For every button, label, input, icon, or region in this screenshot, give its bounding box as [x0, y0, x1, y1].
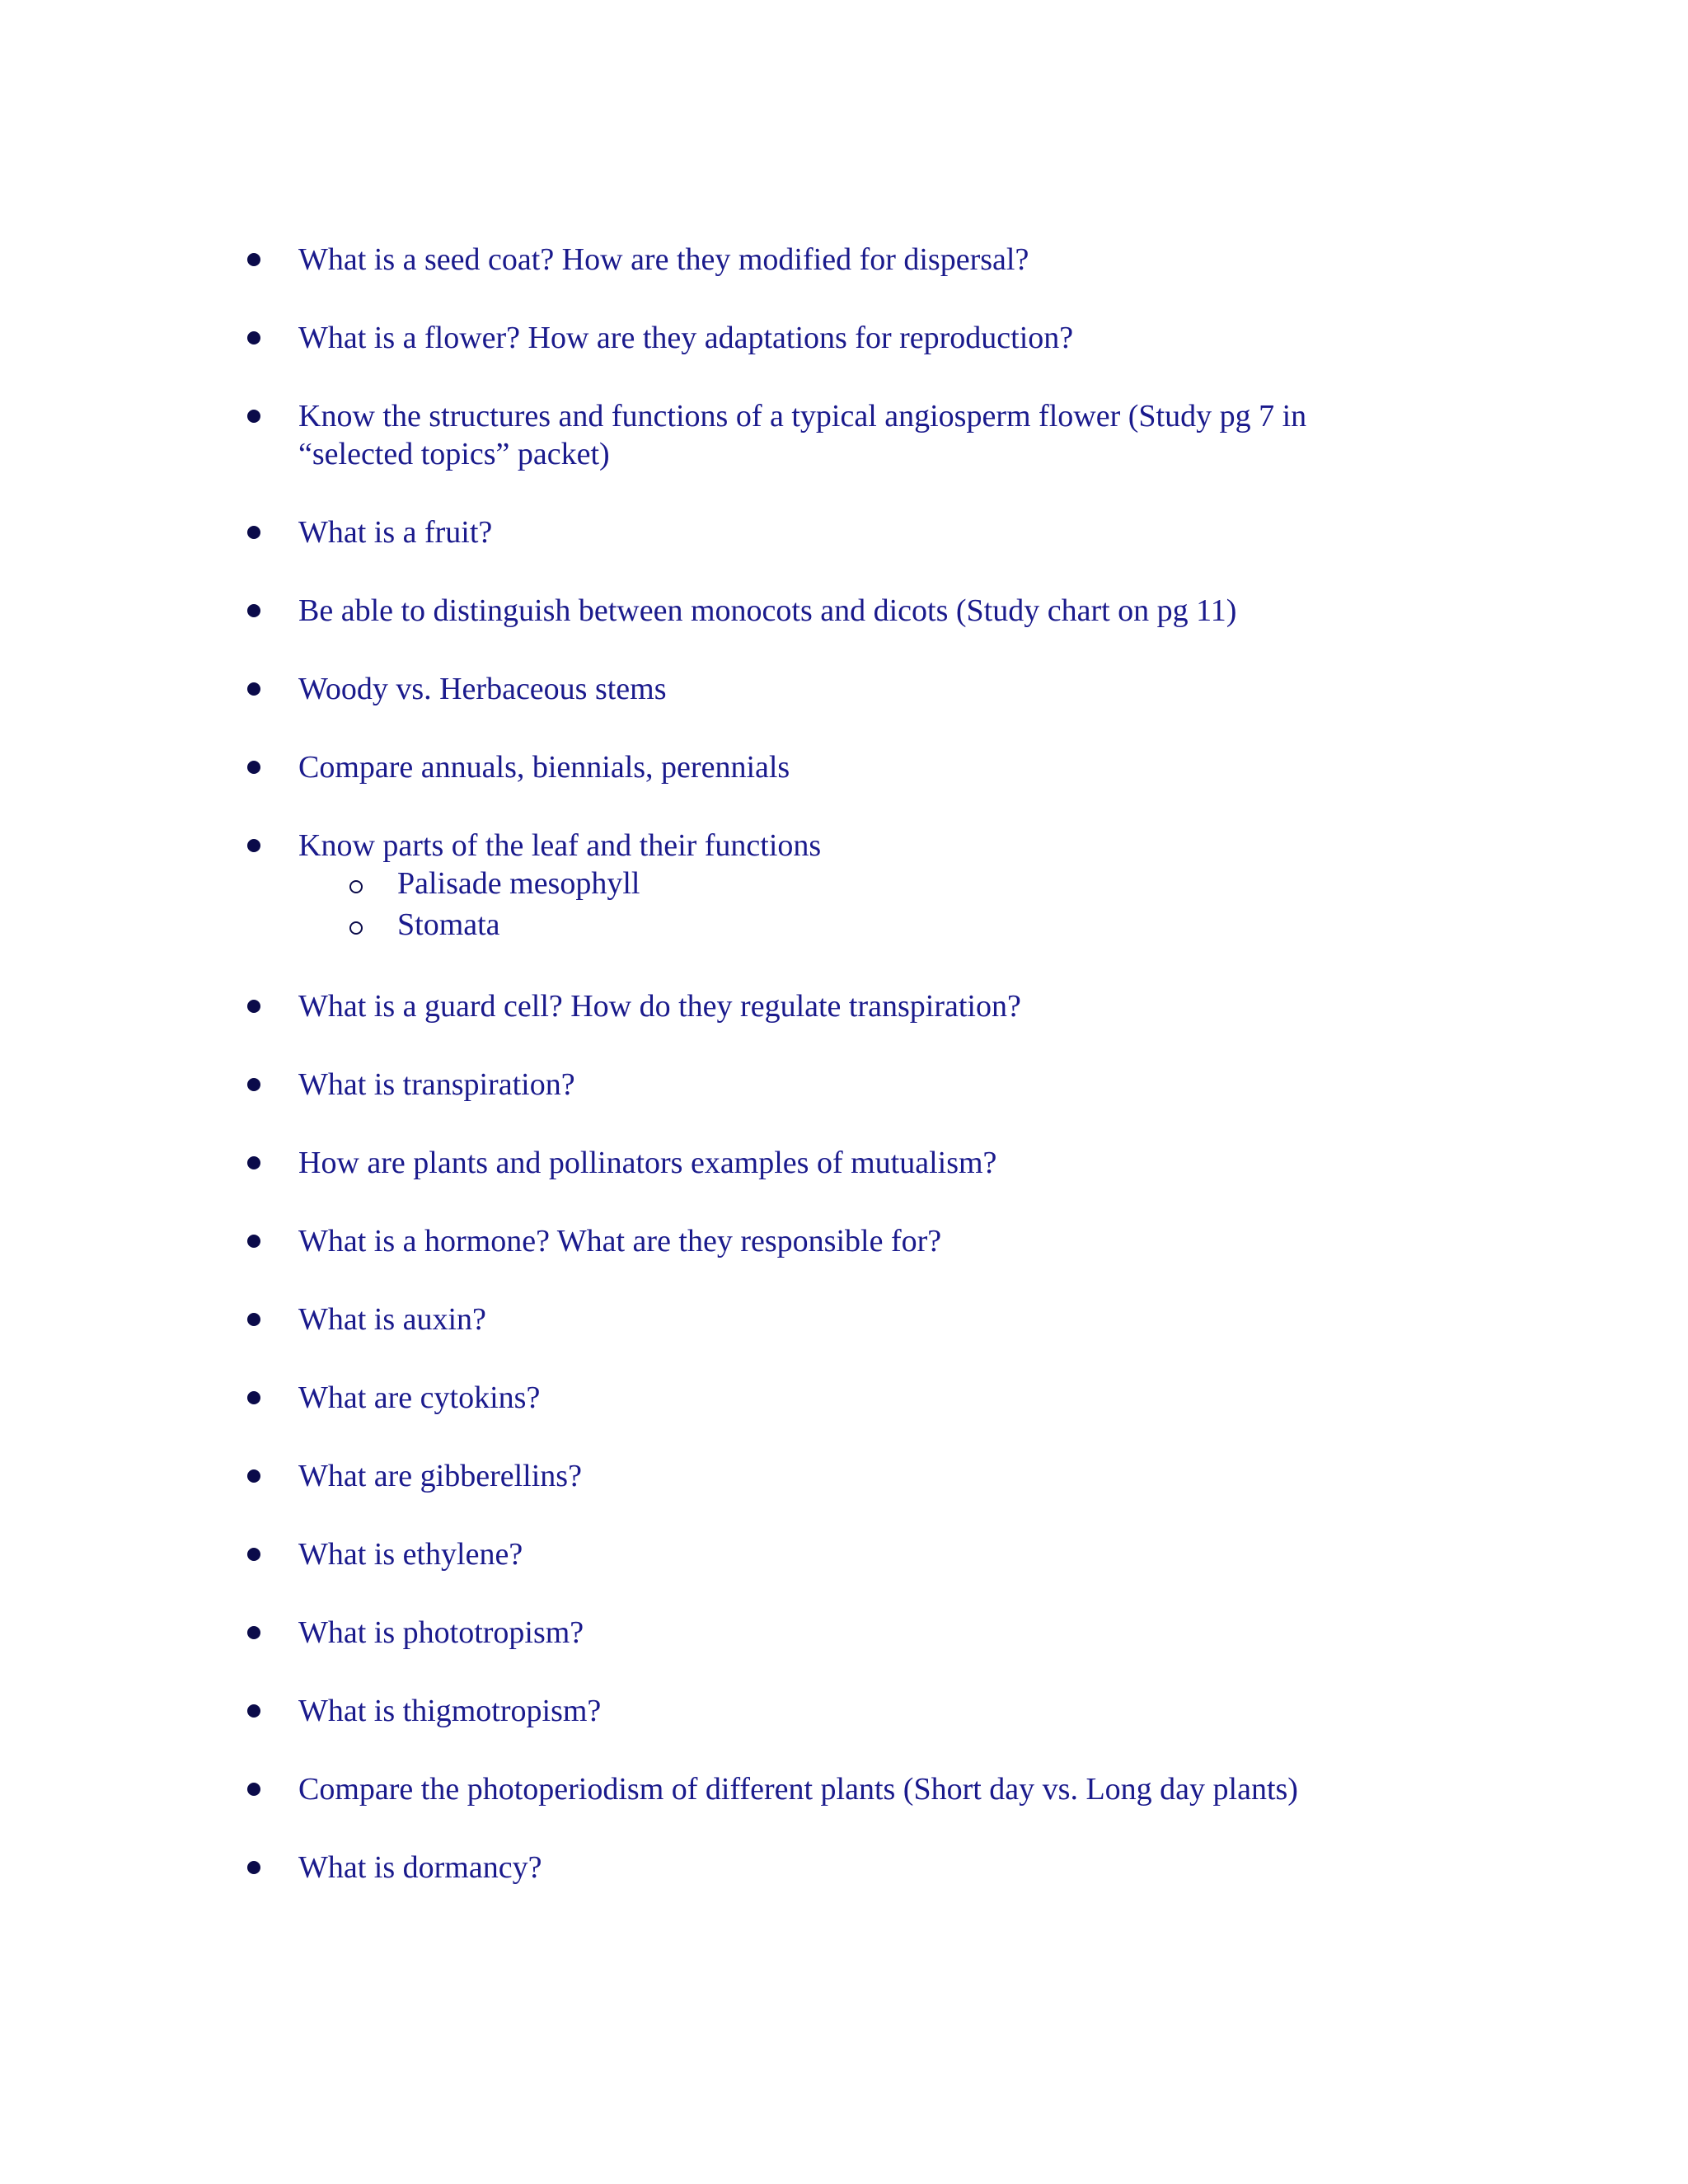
list-item-text: What are cytokins?: [298, 1380, 541, 1415]
bullet-icon: [247, 1783, 260, 1796]
bullet-icon: [247, 1313, 260, 1326]
bullet-icon: [247, 1235, 260, 1248]
list-item-text: What is ethylene?: [298, 1537, 523, 1572]
bullet-icon: [247, 1000, 260, 1013]
sub-bullet-icon: [349, 880, 363, 893]
list-item-text: What is a flower? How are they adaptations for reproduction?: [298, 321, 1074, 355]
bullet-icon: [247, 331, 260, 344]
bullet-icon: [247, 410, 260, 423]
list-item-text: What is a guard cell? How do they regulate transpiration?: [298, 989, 1021, 1024]
list-item-text: What is a fruit?: [298, 515, 493, 550]
bullet-icon: [247, 1391, 260, 1404]
list-item-text: What is thigmotropism?: [298, 1694, 602, 1728]
bullet-icon: [247, 682, 260, 696]
bullet-icon: [247, 1861, 260, 1874]
bullet-icon: [247, 1078, 260, 1091]
list-item-text: What is transpiration?: [298, 1067, 575, 1102]
sub-bullet-icon: [349, 921, 363, 935]
list-item-text: What is phototropism?: [298, 1615, 584, 1650]
bullet-icon: [247, 1626, 260, 1639]
bullet-icon: [247, 761, 260, 774]
bullet-icon: [247, 839, 260, 852]
bullet-icon: [247, 1469, 260, 1483]
bullet-icon: [247, 1156, 260, 1169]
bullet-icon: [247, 1704, 260, 1718]
list-item-text: How are plants and pollinators examples of mutualism?: [298, 1146, 997, 1180]
list-item-text: What is a hormone? What are they responsible for?: [298, 1224, 942, 1258]
list-item-text: What is dormancy?: [298, 1850, 542, 1885]
list-item-text: Compare the photoperiodism of different plants (Short day vs. Long day plants): [298, 1772, 1298, 1807]
list-item-text: What are gibberellins?: [298, 1459, 582, 1493]
sub-list-item-text: Palisade mesophyll: [397, 866, 640, 901]
list-item-text: Compare annuals, biennials, perennials: [298, 750, 790, 785]
list-item-text: Woody vs. Herbaceous stems: [298, 672, 667, 706]
list-item-text: Know the structures and functions of a typical angiosperm flower (Study pg 7 in: [298, 399, 1307, 434]
sub-list-item-text: Stomata: [397, 907, 500, 942]
list-item-text: Be able to distinguish between monocots and dicots (Study chart on pg 11): [298, 593, 1237, 628]
bullet-icon: [247, 526, 260, 539]
bullet-icon: [247, 1548, 260, 1561]
list-item-text-continued: “selected topics” packet): [298, 437, 610, 471]
bullet-icon: [247, 604, 260, 617]
list-item-text: What is a seed coat? How are they modified for dispersal?: [298, 242, 1029, 277]
list-item-text: What is auxin?: [298, 1302, 486, 1337]
list-item-text: Know parts of the leaf and their functions: [298, 828, 822, 863]
bullet-icon: [247, 253, 260, 266]
